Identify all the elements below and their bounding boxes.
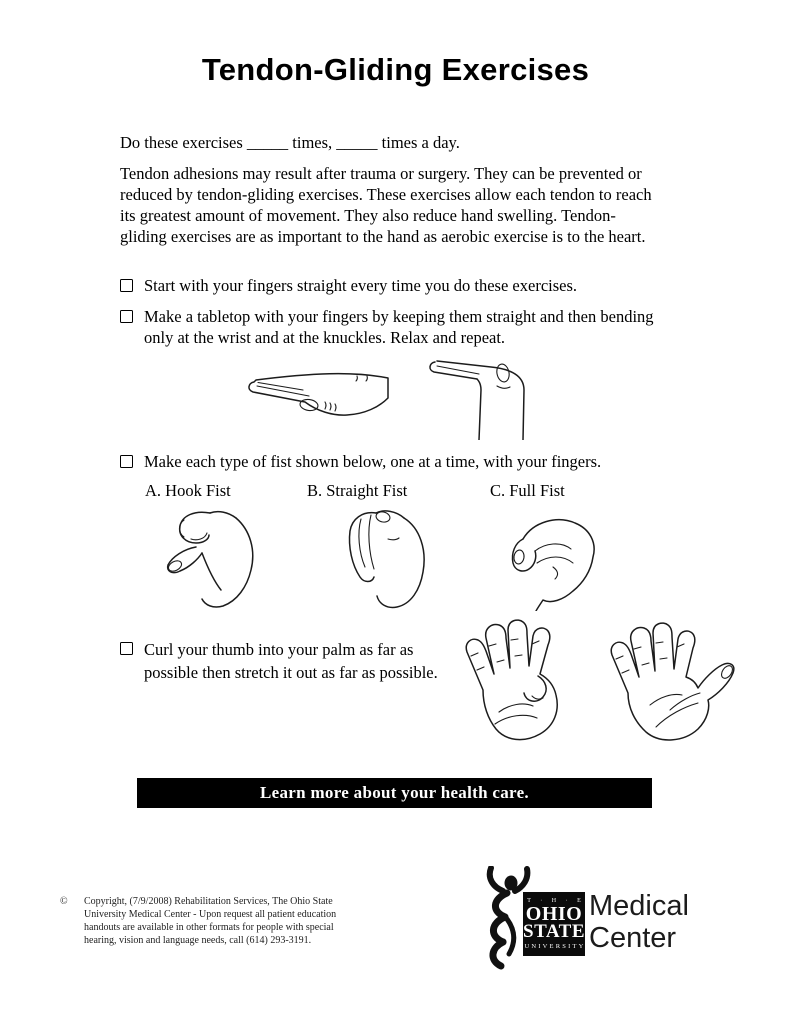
bullet-tabletop <box>120 306 665 348</box>
bullet-text: Start with your fingers straight every time you do these exercises. <box>144 276 578 295</box>
intro-paragraph: Tendon adhesions may result after trauma or surgery. They can be prevented or reduced by tendon-gliding exercises. These exercises allow each tendon to reach its greatest amount of movement. They also reduce hand swelling. Tendon-gliding exercises are as important to the hand as aerobic exercise is to the heart. <box>120 164 652 246</box>
checkbox-bullet-icon <box>120 310 133 323</box>
medical-center-wordmark <box>589 890 689 954</box>
bullet-text: Curl your thumb into your palm as far as possible then stretch it out as far as possible. <box>144 640 438 682</box>
copyright-line: handouts are available in other formats for people with special <box>84 922 334 933</box>
checkbox-bullet-icon <box>120 455 133 468</box>
hook-fist-illustration <box>150 510 262 612</box>
bullet-thumb-curl <box>120 638 460 684</box>
health-care-banner: Learn more about your health care. <box>137 778 652 808</box>
straight-fist-illustration <box>328 508 434 612</box>
thumb-extended-palm-illustration <box>600 615 745 748</box>
bullet-start-straight <box>120 275 680 296</box>
logo-ohio-text: OHIO <box>525 903 583 925</box>
medical-text: Medical <box>589 890 689 922</box>
bullet-make-fists <box>120 451 680 472</box>
dosage-fill-in-line: Do these exercises _____ times, _____ times a day. <box>120 133 460 152</box>
logo-university-text: UNIVERSITY <box>524 943 586 950</box>
copyright-footer <box>60 895 336 947</box>
logo-the-text: T · H · E <box>527 898 585 904</box>
bullet-text: Make each type of fist shown below, one at a time, with your fingers. <box>144 452 602 471</box>
copyright-symbol: © <box>60 896 68 907</box>
thumb-curled-palm-illustration <box>453 614 590 744</box>
copyright-line: hearing, vision and language needs, call (614) 293-3191. <box>84 935 312 946</box>
hook-fist-label: A. Hook Fist <box>145 481 231 500</box>
tabletop-hand-illustration <box>427 356 539 440</box>
straight-fist-label: B. Straight Fist <box>307 481 408 500</box>
flat-hand-illustration <box>245 364 390 424</box>
bullet-text: Make a tabletop with your fingers by keeping them straight and then bending only at the wrist and at the knuckles. Relax and repeat. <box>144 307 654 347</box>
page-title: Tendon-Gliding Exercises <box>201 52 590 87</box>
osu-medical-center-logo <box>476 862 726 982</box>
center-text: Center <box>589 922 677 954</box>
logo-state-text: STATE <box>523 921 585 942</box>
copyright-text <box>84 895 336 947</box>
checkbox-bullet-icon <box>120 279 133 292</box>
copyright-line: Copyright, (7/9/2008) Rehabilitation Services, The Ohio State <box>84 896 333 907</box>
checkbox-bullet-icon <box>120 642 133 655</box>
full-fist-illustration <box>495 512 605 611</box>
full-fist-label: C. Full Fist <box>490 481 565 500</box>
osu-wordmark-square <box>523 892 585 956</box>
copyright-line: University Medical Center - Upon request all patient education <box>84 909 337 920</box>
